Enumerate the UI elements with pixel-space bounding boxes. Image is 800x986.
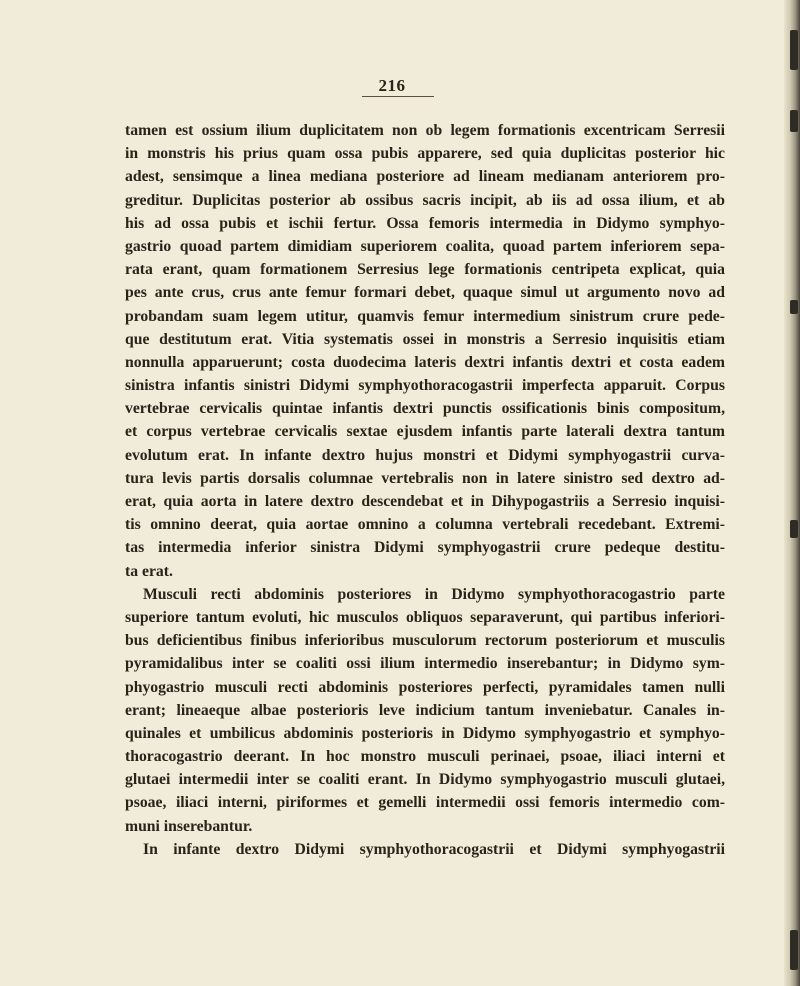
text-line: erat, quia aorta in latere dextro descendebat et in Dihypogastriis a Serresio inquisi- — [125, 493, 725, 510]
text-line: superiore tantum evoluti, hic musculos obliquos separaverunt, qui partibus inferiori- — [125, 608, 725, 626]
text-line: et corpus vertebrae cervicalis sextae ejusdem infantis parte laterali dextra tantum — [125, 423, 725, 441]
text-line: nonnulla apparuerunt; costa duodecima lateris dextri infantis dextri et costa eadem — [125, 353, 725, 371]
paragraph-start-line: In infante dextro Didymi symphyothoracogastrii et Didymi symphyogastrii — [143, 840, 725, 858]
text-line: tamen est ossium ilium duplicitatem non ob legem formationis excentricam Serresii — [125, 122, 725, 139]
text-line: his ad ossa pubis et ischii fertur. Ossa femoris intermedia in Didymo symphyo- — [125, 214, 725, 232]
text-line: tis omnino deerat, quia aortae omnino a columna vertebrali recedebant. Extremi- — [125, 516, 725, 534]
text-line: in monstris his prius quam ossa pubis apparere, sed quia duplicitas posterior hic — [125, 145, 725, 163]
text-line: tura levis partis dorsalis columnae vertebralis non in latere sinistro sed dextro ad- — [125, 469, 725, 487]
text-line: ta erat. — [125, 562, 173, 580]
page-number-rule — [362, 96, 434, 97]
body-text — [125, 119, 725, 861]
page-number: 216 — [378, 76, 406, 95]
text-line: rata erant, quam formationem Serresius lege formationis centripeta explicat, quia — [125, 261, 725, 279]
text-line: muni inserebantur. — [125, 817, 253, 835]
text-line: gastrio quoad partem dimidiam superiorem coalita, quoad partem inferiorem sepa- — [125, 237, 725, 255]
text-line: adest, sensimque a linea mediana posteriore ad lineam medianam anteriorem pro- — [125, 168, 725, 186]
text-line: quinales et umbilicus abdominis posterioris in Didymo symphyogastrio et symphyo- — [125, 724, 725, 742]
text-line: pyramidalibus inter se coaliti ossi ilium intermedio inserebantur; in Didymo sym- — [125, 655, 725, 673]
text-line: pes ante crus, crus ante femur formari debet, quaque simul ut argumento novo ad — [125, 284, 725, 302]
text-line: vertebrae cervicalis quintae infantis dextri punctis ossificationis binis compositum, — [125, 400, 725, 418]
text-line: bus deficientibus finibus inferioribus musculorum rectorum posteriorum et musculis — [125, 632, 725, 650]
text-line: evolutum erat. In infante dextro hujus monstri et Didymi symphyogastrii curva- — [125, 446, 725, 464]
text-line: psoae, iliaci interni, piriformes et gemelli intermedii ossi femoris intermedio com- — [125, 794, 725, 812]
text-line: erant; lineaeque albae posterioris leve indicium tantum inveniebatur. Canales in- — [125, 701, 725, 719]
page-edge-shadow — [784, 0, 800, 986]
text-line: greditur. Duplicitas posterior ab ossibus sacris incipit, ab iis ad ossa ilium, et ab — [125, 191, 725, 209]
text-line: glutaei intermedii inter se coaliti erant. In Didymo symphyogastrio musculi glutaei, — [125, 771, 725, 789]
text-line: phyogastrio musculi recti abdominis posteriores perfecti, pyramidales tamen nulli — [125, 678, 725, 696]
text-line: tas intermedia inferior sinistra Didymi symphyogastrii crure pedeque destitu- — [125, 539, 725, 557]
text-line: sinistra infantis sinistri Didymi symphyothoracogastrii imperfecta apparuit. Corpus — [125, 377, 725, 395]
text-line: thoracogastrio deerant. In hoc monstro musculi perinaei, psoae, iliaci interni et — [125, 748, 725, 766]
text-line: probandam suam legem utitur, quamvis femur intermedium sinistrum crure pede- — [125, 307, 725, 325]
paragraph-start-line: Musculi recti abdominis posteriores in Didymo symphyothoracogastrio parte — [143, 585, 725, 603]
text-line: que destitutum erat. Vitia systematis ossei in monstris a Serresio inquisitis etiam — [125, 330, 725, 348]
